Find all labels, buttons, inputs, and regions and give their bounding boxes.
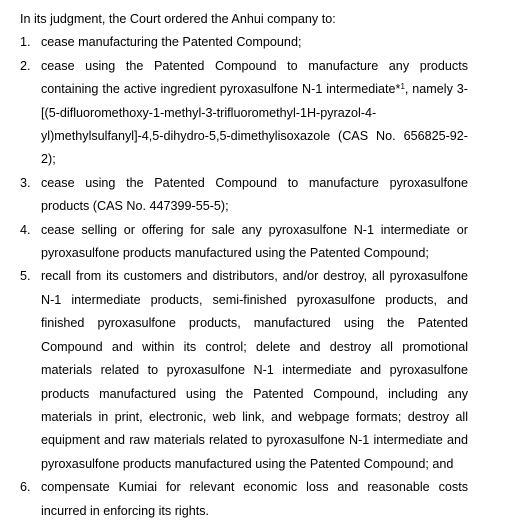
item-text-part: , namely 3-[(5-difluoromethoxy-1-methyl-3-trifluoromethyl-1H-pyrazol-4-yl)methylsulfanyl]-4,5-dihydro-5,5-dimethylisoxazole (CAS No. 656825-92-2);	[41, 82, 468, 167]
list-item	[20, 265, 468, 476]
item-number: 4.	[20, 222, 31, 237]
item-text: cease selling or offering for sale any pyroxasulfone N-1 intermediate or pyroxasulfone products manufactured using the Patented Compound;	[41, 222, 468, 261]
list-item	[20, 31, 468, 54]
list-item	[20, 476, 468, 523]
item-text: cease manufacturing the Patented Compound;	[41, 35, 302, 50]
item-number: 6.	[20, 480, 31, 495]
list-item	[20, 219, 468, 266]
item-number: 3.	[20, 175, 31, 190]
list-item	[20, 172, 468, 219]
item-text: recall from its customers and distributors, and/or destroy, all pyroxasulfone N-1 intermediate products, semi-finished pyroxasulfone products, and finished pyroxasulfone products, manufactured using the Patented Compound and within its control; delete and destroy all promotional materials related to pyroxasulfone N-1 intermediate and pyroxasulfone products manufactured using the Patented Compound, including any materials in print, electronic, web link, and webpage formats; destroy all equipment and raw materials related to pyroxasulfone N-1 intermediate and pyroxasulfone products manufactured using the Patented Compound; and	[41, 269, 468, 471]
item-text	[41, 55, 468, 172]
item-text: compensate Kumiai for relevant economic loss and reasonable costs incurred in enforcing its rights.	[41, 480, 468, 518]
item-text-part: cease using the Patented Compound to manufacture any products containing the active ingredient pyroxasulfone N-1 intermediate*	[41, 58, 468, 97]
item-text: cease using the Patented Compound to manufacture pyroxasulfone products (CAS No. 447399-55-5);	[41, 175, 468, 214]
list-item	[20, 55, 468, 172]
order-list	[20, 31, 468, 523]
item-number: 5.	[20, 269, 31, 284]
item-number: 1.	[20, 35, 31, 50]
intro-paragraph: In its judgment, the Court ordered the Anhui company to:	[20, 12, 336, 26]
footnote-marker: 1	[400, 82, 405, 92]
item-number: 2.	[20, 58, 31, 73]
